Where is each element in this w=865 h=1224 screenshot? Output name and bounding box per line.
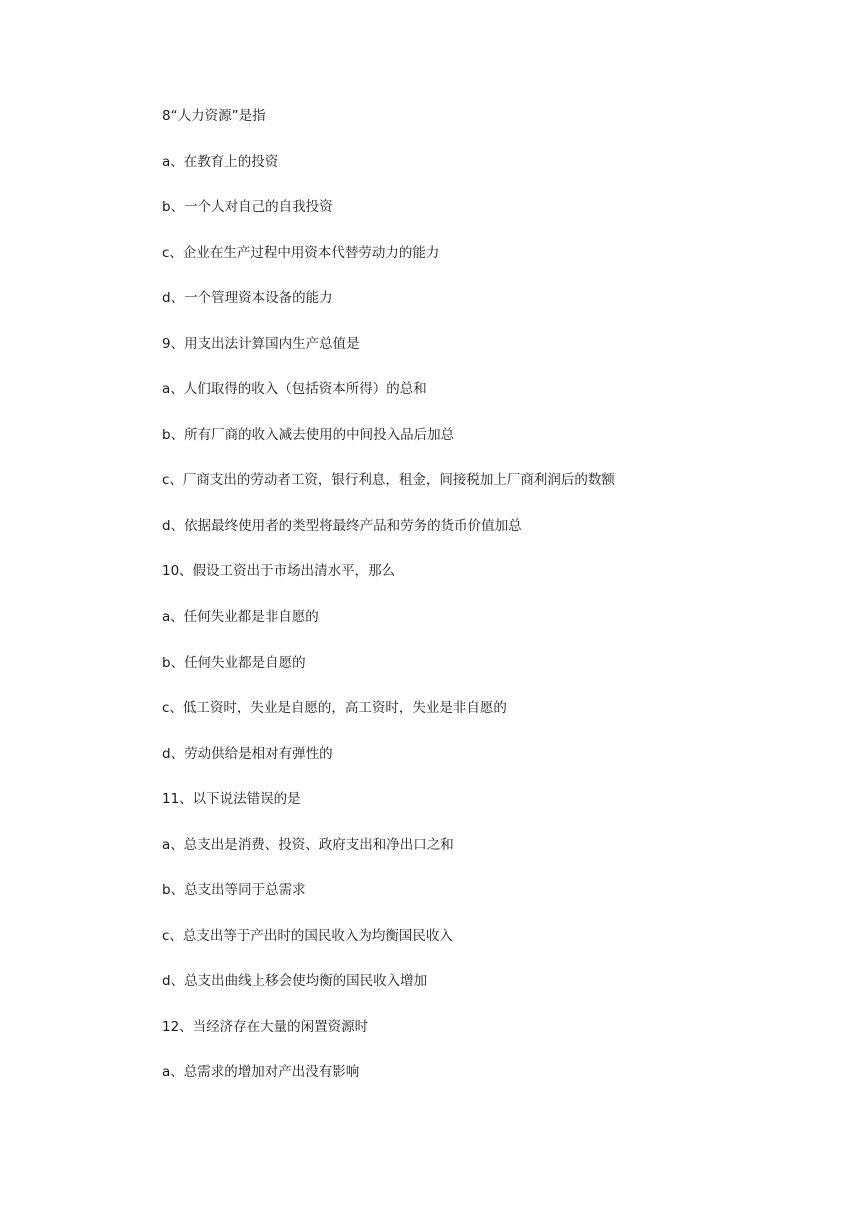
question-10-option-d: d、劳动供给是相对有弹性的	[162, 745, 333, 762]
question-8-option-b: b、一个人对自己的自我投资	[162, 199, 333, 216]
question-8-option-a: a、在教育上的投资	[162, 153, 279, 170]
question-8-option-d: d、一个管理资本设备的能力	[162, 290, 333, 307]
question-8-option-c: c、企业在生产过程中用资本代替劳动力的能力	[162, 244, 440, 261]
question-9-option-d: d、依据最终使用者的类型将最终产品和劳务的货币价值加总	[162, 517, 522, 534]
question-11-option-c: c、总支出等于产出时的国民收入为均衡国民收入	[162, 927, 453, 944]
document-body	[162, 104, 842, 1106]
question-10-option-b: b、任何失业都是自愿的	[162, 654, 306, 671]
question-9-option-c: c、厂商支出的劳动者工资，银行利息，租金，间接税加上厂商利润后的数额	[162, 472, 615, 489]
question-10-option-c: c、低工资时，失业是自愿的，高工资时，失业是非自愿的	[162, 700, 507, 717]
question-10-stem: 10、假设工资出于市场出清水平，那么	[162, 563, 396, 580]
question-11-stem: 11、以下说法错误的是	[162, 791, 301, 808]
question-11-option-d: d、总支出曲线上移会使均衡的国民收入增加	[162, 973, 428, 990]
question-12-stem: 12、当经济存在大量的闲置资源时	[162, 1018, 369, 1035]
question-9-option-a: a、人们取得的收入（包括资本所得）的总和	[162, 381, 427, 398]
question-11-option-b: b、总支出等同于总需求	[162, 882, 306, 899]
question-8-stem: 8“人力资源”是指	[162, 108, 266, 124]
question-11-option-a: a、总支出是消费、投资、政府支出和净出口之和	[162, 836, 454, 853]
question-9-option-b: b、所有厂商的收入减去使用的中间投入品后加总	[162, 426, 455, 443]
question-10-option-a: a、任何失业都是非自愿的	[162, 609, 319, 626]
question-12-option-a: a、总需求的增加对产出没有影响	[162, 1064, 360, 1081]
question-9-stem: 9、用支出法计算国内生产总值是	[162, 335, 360, 352]
